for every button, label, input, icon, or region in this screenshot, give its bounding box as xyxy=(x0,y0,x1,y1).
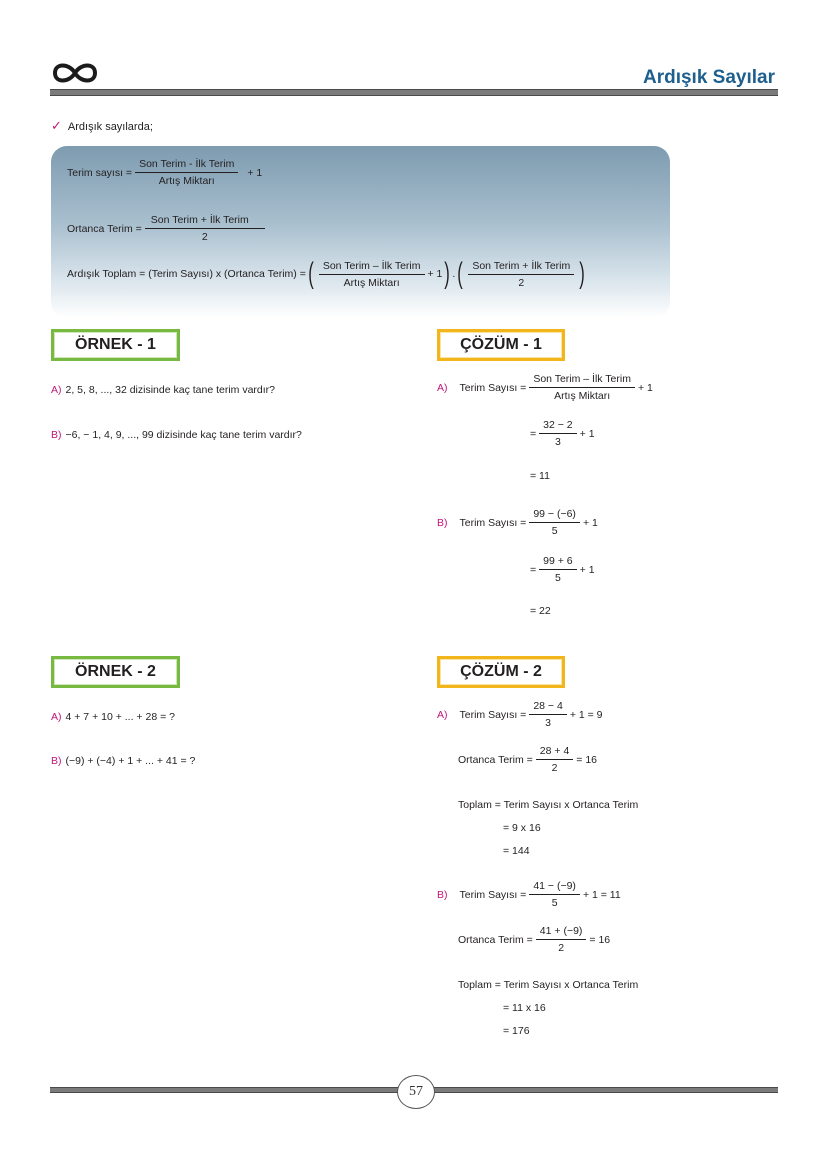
footer-divider-left xyxy=(50,1087,398,1093)
intro-line xyxy=(51,118,153,134)
fraction xyxy=(319,260,425,289)
numerator: 28 + 4 xyxy=(536,745,574,760)
numerator: Son Terim - İlk Terim xyxy=(135,158,238,173)
solution-lhs: Ortanca Terim = xyxy=(458,933,533,946)
denominator: Artış Miktarı xyxy=(343,276,400,289)
question-label: B) xyxy=(51,755,62,767)
cozum-1-b-step-1 xyxy=(437,508,598,537)
ornek-1-question-b xyxy=(51,429,302,441)
cozum-1-a-step-2 xyxy=(530,419,595,448)
cozum-1-a-result: = 11 xyxy=(530,470,550,482)
fraction xyxy=(539,555,577,584)
checkmark-icon: ✓ xyxy=(51,118,62,133)
numerator: 41 − (−9) xyxy=(529,880,580,895)
cozum-2-b-toplam-2: = 11 x 16 xyxy=(503,1002,546,1014)
cozum-2-a-toplam-2: = 9 x 16 xyxy=(503,822,541,834)
ornek-1-tag: ÖRNEK - 1 xyxy=(51,329,180,361)
denominator: 3 xyxy=(545,717,551,729)
denominator: 2 xyxy=(551,762,558,774)
solution-tail: + 1 xyxy=(637,381,653,394)
solution-tail: = 16 xyxy=(589,933,611,946)
solution-label: A) xyxy=(437,381,448,394)
numerator: 99 − (−6) xyxy=(529,508,580,523)
solution-label: B) xyxy=(437,888,448,901)
question-text: −6, − 1, 4, 9, ..., 99 dizisinde kaç tane terim vardır? xyxy=(65,429,302,441)
equals: = xyxy=(530,427,537,440)
formula-terim-sayisi xyxy=(67,158,262,187)
ornek-2-question-a xyxy=(51,711,175,723)
multiply-dot: . xyxy=(452,268,456,280)
cozum-1-b-step-2 xyxy=(530,555,595,584)
fraction xyxy=(135,158,238,187)
fraction xyxy=(529,700,567,729)
fraction xyxy=(536,925,587,954)
question-text: 4 + 7 + 10 + ... + 28 = ? xyxy=(65,711,175,723)
right-paren: ) xyxy=(444,257,451,290)
fraction xyxy=(468,260,574,289)
cozum-1-b-result: = 22 xyxy=(530,605,551,617)
numerator: Son Terim – İlk Terim xyxy=(529,373,635,388)
formula-ardisik-toplam xyxy=(67,259,587,289)
denominator: 2 xyxy=(558,942,565,954)
cozum-2-a-terim xyxy=(437,700,603,729)
cozum-1-tag: ÇÖZÜM - 1 xyxy=(437,329,565,361)
solution-lhs: Terim Sayısı = xyxy=(459,516,527,529)
cozum-2-b-toplam-1: Toplam = Terim Sayısı x Ortanca Terim xyxy=(458,979,639,991)
question-text: 2, 5, 8, ..., 32 dizisinde kaç tane terim vardır? xyxy=(65,384,276,396)
denominator: 5 xyxy=(551,897,558,909)
numerator: Son Terim – İlk Terim xyxy=(319,260,425,275)
solution-lhs: Terim Sayısı = xyxy=(459,708,527,721)
numerator: 99 + 6 xyxy=(539,555,577,570)
cozum-1-a-step-1 xyxy=(437,373,653,402)
formula-plus: + 1 xyxy=(427,268,443,280)
denominator: 5 xyxy=(551,525,558,537)
fraction xyxy=(529,373,635,402)
formula-tail: + 1 xyxy=(247,166,263,179)
solution-tail: + 1 = 9 xyxy=(569,708,603,721)
numerator: Son Terim + İlk Terim xyxy=(468,260,574,275)
solution-lhs: Terim Sayısı = xyxy=(459,888,527,901)
solution-tail: + 1 xyxy=(579,563,595,576)
fraction xyxy=(536,745,574,774)
cozum-2-a-toplam-3: = 144 xyxy=(503,845,530,857)
cozum-2-b-terim xyxy=(437,880,621,909)
fraction xyxy=(529,508,580,537)
formula-label: Terim sayısı = xyxy=(67,166,133,179)
cozum-2-a-ortanca xyxy=(458,745,597,774)
cozum-2-b-ortanca xyxy=(458,925,610,954)
solution-tail: + 1 xyxy=(579,427,595,440)
intro-text: Ardışık sayılarda; xyxy=(67,121,153,133)
fraction xyxy=(539,419,577,448)
equals: = xyxy=(530,563,537,576)
fraction xyxy=(529,880,580,909)
numerator: 28 − 4 xyxy=(529,700,567,715)
denominator: 3 xyxy=(554,436,561,448)
solution-tail: + 1 = 11 xyxy=(582,888,621,901)
infinity-icon xyxy=(50,58,100,88)
cozum-2-tag: ÇÖZÜM - 2 xyxy=(437,656,565,688)
left-paren: ( xyxy=(308,257,314,290)
cozum-2-a-toplam-1: Toplam = Terim Sayısı x Ortanca Terim xyxy=(458,799,639,811)
formula-label: Ardışık Toplam = (Terim Sayısı) x (Ortanca Terim) = xyxy=(67,268,306,280)
denominator: 5 xyxy=(554,572,561,584)
ornek-1-question-a xyxy=(51,384,275,396)
cozum-2-b-toplam-3: = 176 xyxy=(503,1025,530,1037)
right-paren: ) xyxy=(579,257,585,290)
question-label: B) xyxy=(51,429,62,441)
ornek-2-tag: ÖRNEK - 2 xyxy=(51,656,180,688)
solution-tail: + 1 xyxy=(582,516,598,529)
denominator: Artış Miktarı xyxy=(158,175,215,187)
denominator: 2 xyxy=(201,231,208,243)
formula-box xyxy=(51,146,670,318)
numerator: 32 − 2 xyxy=(539,419,577,434)
solution-lhs: Ortanca Terim = xyxy=(458,753,533,766)
solution-tail: = 16 xyxy=(576,753,598,766)
question-label: A) xyxy=(51,711,62,723)
header-divider xyxy=(50,89,778,96)
footer-divider-right xyxy=(434,1087,778,1093)
numerator: 41 + (−9) xyxy=(536,925,587,940)
formula-label: Ortanca Terim = xyxy=(67,222,142,235)
question-text: (−9) + (−4) + 1 + ... + 41 = ? xyxy=(65,755,196,767)
solution-label: B) xyxy=(437,516,448,529)
formula-ortanca-terim xyxy=(67,214,268,243)
page-number: 57 xyxy=(397,1075,435,1109)
left-paren: ( xyxy=(457,257,464,290)
denominator: 2 xyxy=(518,276,525,289)
page-header-title: Ardışık Sayılar xyxy=(642,67,775,88)
question-label: A) xyxy=(51,384,62,396)
numerator: Son Terim + İlk Terim xyxy=(145,214,265,229)
denominator: Artış Miktarı xyxy=(554,390,611,402)
solution-label: A) xyxy=(437,708,448,721)
fraction xyxy=(145,214,265,243)
solution-lhs: Terim Sayısı = xyxy=(459,381,527,394)
ornek-2-question-b xyxy=(51,755,195,767)
